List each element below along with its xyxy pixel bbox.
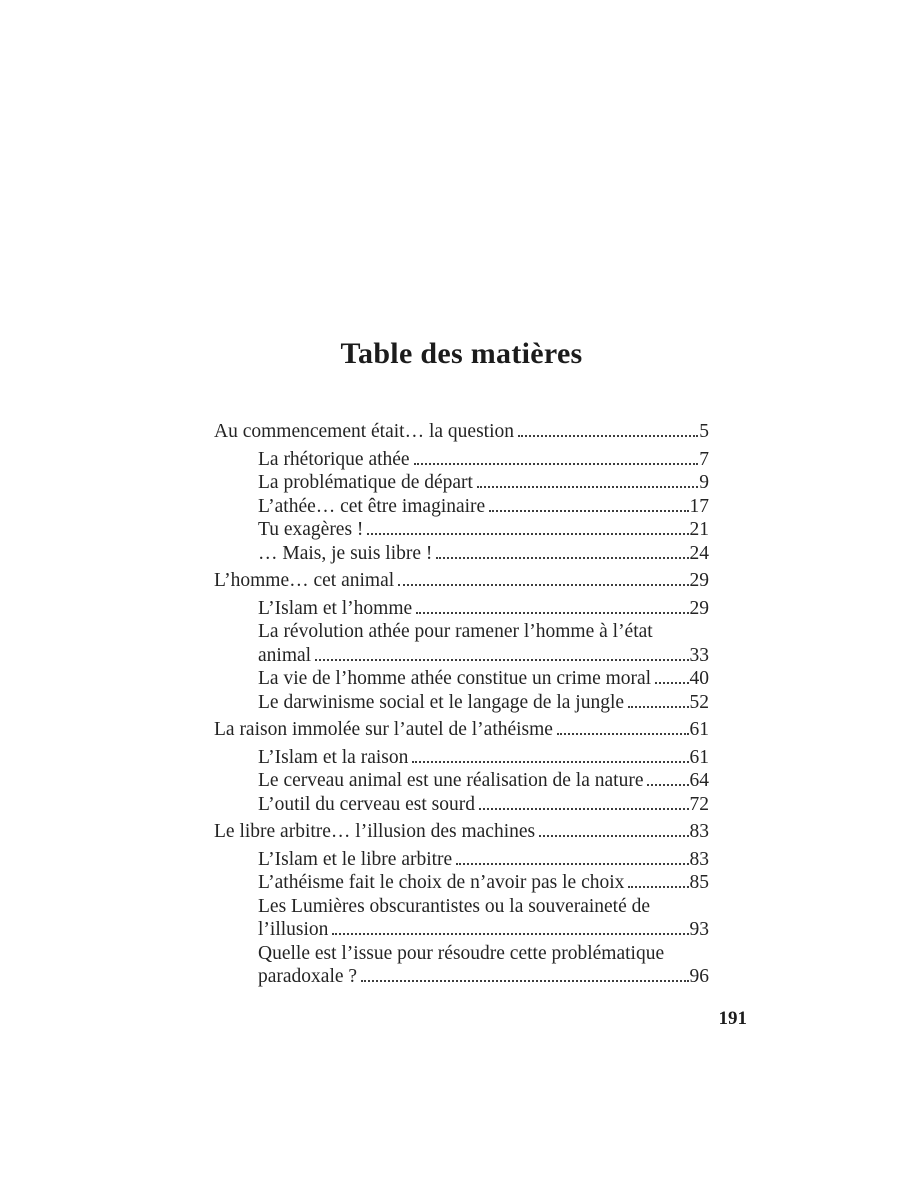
toc-entry-title: La révolution athée pour ramener l’homme à l’état	[258, 621, 653, 642]
toc-entry-title: Tu exagères !	[258, 519, 364, 540]
page-title: Table des matières	[340, 337, 583, 370]
toc-entry	[214, 569, 709, 593]
toc-page-number: 83	[689, 821, 709, 842]
dot-leader	[628, 706, 688, 708]
toc-entry	[214, 871, 709, 895]
toc-page-number: 64	[689, 770, 709, 791]
toc-page-number: 24	[689, 542, 709, 564]
toc-page-number: 83	[689, 848, 709, 870]
toc-entry-title: L’Islam et le libre arbitre	[258, 848, 453, 870]
toc-entry	[214, 848, 709, 872]
toc-entry	[214, 691, 709, 715]
dot-leader	[367, 533, 688, 535]
toc-page-number: 93	[689, 919, 709, 940]
toc-entry-title: … Mais, je suis libre !	[258, 542, 433, 564]
toc-entry-continued	[214, 942, 709, 966]
dot-leader	[655, 682, 688, 684]
toc-entry	[214, 918, 709, 942]
dot-leader	[436, 557, 688, 559]
dot-leader	[412, 761, 688, 763]
dot-leader	[557, 733, 689, 735]
toc-entry-continued	[214, 895, 709, 919]
toc-entry-title: La rhétorique athée	[258, 448, 410, 470]
toc-page-number: 5	[699, 421, 709, 442]
toc-page-number: 61	[689, 719, 709, 740]
toc-entry-title: Les Lumières obscurantistes ou la souveraineté de	[258, 895, 651, 917]
toc-entry-title: Le cerveau animal est une réalisation de la nature	[258, 770, 644, 791]
toc-entry	[214, 718, 709, 742]
toc-entry-title: Au commencement était… la question	[214, 421, 514, 442]
toc-entry	[214, 420, 709, 444]
toc-entry-title: La problématique de départ	[258, 472, 473, 493]
toc-page-number: 96	[689, 966, 709, 987]
dot-leader	[539, 835, 688, 837]
dot-leader	[414, 463, 699, 465]
dot-leader	[477, 486, 698, 488]
toc-page-number: 85	[689, 872, 709, 893]
toc-page-number: 72	[689, 793, 709, 815]
toc-entry	[214, 495, 709, 519]
toc-entry	[214, 667, 709, 691]
toc-entry-title: L’outil du cerveau est sourd	[258, 793, 475, 815]
toc-entry-title: animal	[258, 644, 312, 666]
toc-page-number: 52	[689, 691, 709, 713]
toc-entry-title: l’illusion	[258, 919, 329, 940]
toc-page-number: 17	[689, 495, 709, 517]
toc-entry-title: L’homme… cet animal	[214, 570, 395, 591]
toc-entry	[214, 746, 709, 770]
toc-entry	[214, 644, 709, 668]
toc-entry	[214, 597, 709, 621]
toc-entry-title: L’athée… cet être imaginaire	[258, 495, 486, 517]
dot-leader	[361, 980, 688, 982]
toc-page-number: 9	[699, 472, 709, 493]
dot-leader	[518, 435, 698, 437]
toc-entry-title: Quelle est l’issue pour résoudre cette problématique	[258, 942, 665, 964]
toc-entry-title: paradoxale ?	[258, 966, 358, 987]
toc-page-number: 40	[689, 668, 709, 689]
toc-entry	[214, 793, 709, 817]
toc-page-number: 29	[689, 597, 709, 619]
toc-page-number: 33	[689, 644, 709, 666]
table-of-contents	[214, 420, 709, 989]
toc-entry-title: La vie de l’homme athée constitue un crime moral	[258, 668, 652, 689]
toc-entry	[214, 518, 709, 542]
toc-entry	[214, 820, 709, 844]
page-number: 191	[718, 1008, 747, 1029]
dot-leader	[398, 584, 688, 586]
dot-leader	[456, 863, 688, 865]
toc-page-number: 21	[689, 519, 709, 540]
toc-entry-title: Le libre arbitre… l’illusion des machines	[214, 821, 536, 842]
dot-leader	[647, 784, 688, 786]
toc-entry-title: L’Islam et l’homme	[258, 597, 413, 619]
toc-entry-title: La raison immolée sur l’autel de l’athéisme	[214, 719, 553, 740]
dot-leader	[479, 808, 689, 810]
toc-entry-title: L’Islam et la raison	[258, 746, 409, 768]
dot-leader	[628, 886, 688, 888]
toc-entry	[214, 471, 709, 495]
toc-entry-continued	[214, 620, 709, 644]
toc-entry	[214, 542, 709, 566]
toc-entry	[214, 448, 709, 472]
dot-leader	[489, 510, 688, 512]
toc-entry	[214, 769, 709, 793]
toc-page-number: 29	[689, 570, 709, 591]
dot-leader	[332, 933, 688, 935]
dot-leader	[416, 612, 688, 614]
toc-entry	[214, 965, 709, 989]
toc-entry-title: Le darwinisme social et le langage de la jungle	[258, 691, 625, 713]
toc-page-number: 61	[689, 746, 709, 768]
toc-entry-title: L’athéisme fait le choix de n’avoir pas le choix	[258, 872, 625, 893]
dot-leader	[315, 659, 688, 661]
toc-page-number: 7	[699, 448, 709, 470]
